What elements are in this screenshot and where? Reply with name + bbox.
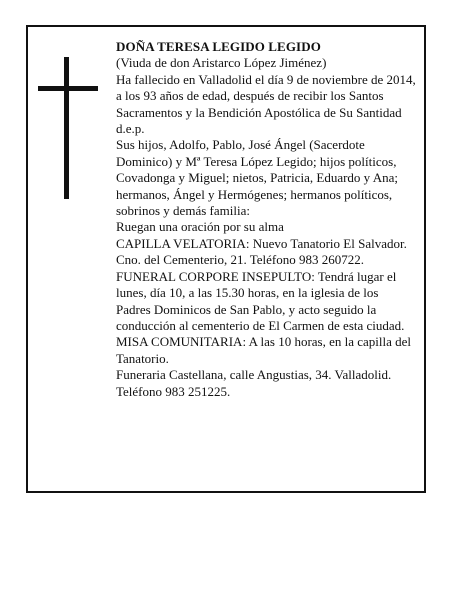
cross-icon xyxy=(38,57,98,199)
cross-vertical-bar xyxy=(64,57,69,199)
cross-horizontal-bar xyxy=(38,86,98,91)
funeral-info: FUNERAL CORPORE INSEPULTO: Tendrá lugar el lunes, día 10, a las 15.30 horas, en la iglesia de los Padres Dominicos de San Pablo, y acto seguido la conducción al cementerio de El Carmen de esta ciudad. xyxy=(116,268,405,333)
prayer-request: Ruegan una oración por su alma xyxy=(116,219,284,235)
deceased-name: DOÑA TERESA LEGIDO LEGIDO xyxy=(116,39,321,54)
chapel-info: CAPILLA VELATORIA: Nuevo Tanatorio El Salvador. Cno. del Cementerio, 21. Teléfono 983 260722. xyxy=(116,235,407,268)
mass-info: MISA COMUNITARIA: A las 10 horas, en la capilla del Tanatorio. xyxy=(116,334,412,366)
death-announcement: Ha fallecido en Valladolid el día 9 de noviembre de 2014, a los 93 años de edad, después de recibir los Santos Sacramentos y la Bendición Apostólica de Su Santidad xyxy=(116,71,416,120)
funeral-home-info: Funeraria Castellana, calle Angustias, 34. Valladolid. Teléfono 983 251225. xyxy=(116,367,392,399)
widow-of-line: (Viuda de don Aristarco López Jiménez) xyxy=(116,55,327,71)
family-list: Sus hijos, Adolfo, Pablo, José Ángel (Sacerdote Dominico) y Mª Teresa López Legido; hijos políticos, Covadonga y Miguel; nietos, Patricia, Eduardo y Ana; hermanos, Ángel y Hermógenes; hermanos políticos, sobrinos y demás familia: xyxy=(116,137,398,219)
rip-line: d.e.p. xyxy=(116,121,145,137)
obituary-notice xyxy=(26,25,426,493)
notice-body xyxy=(116,39,416,400)
